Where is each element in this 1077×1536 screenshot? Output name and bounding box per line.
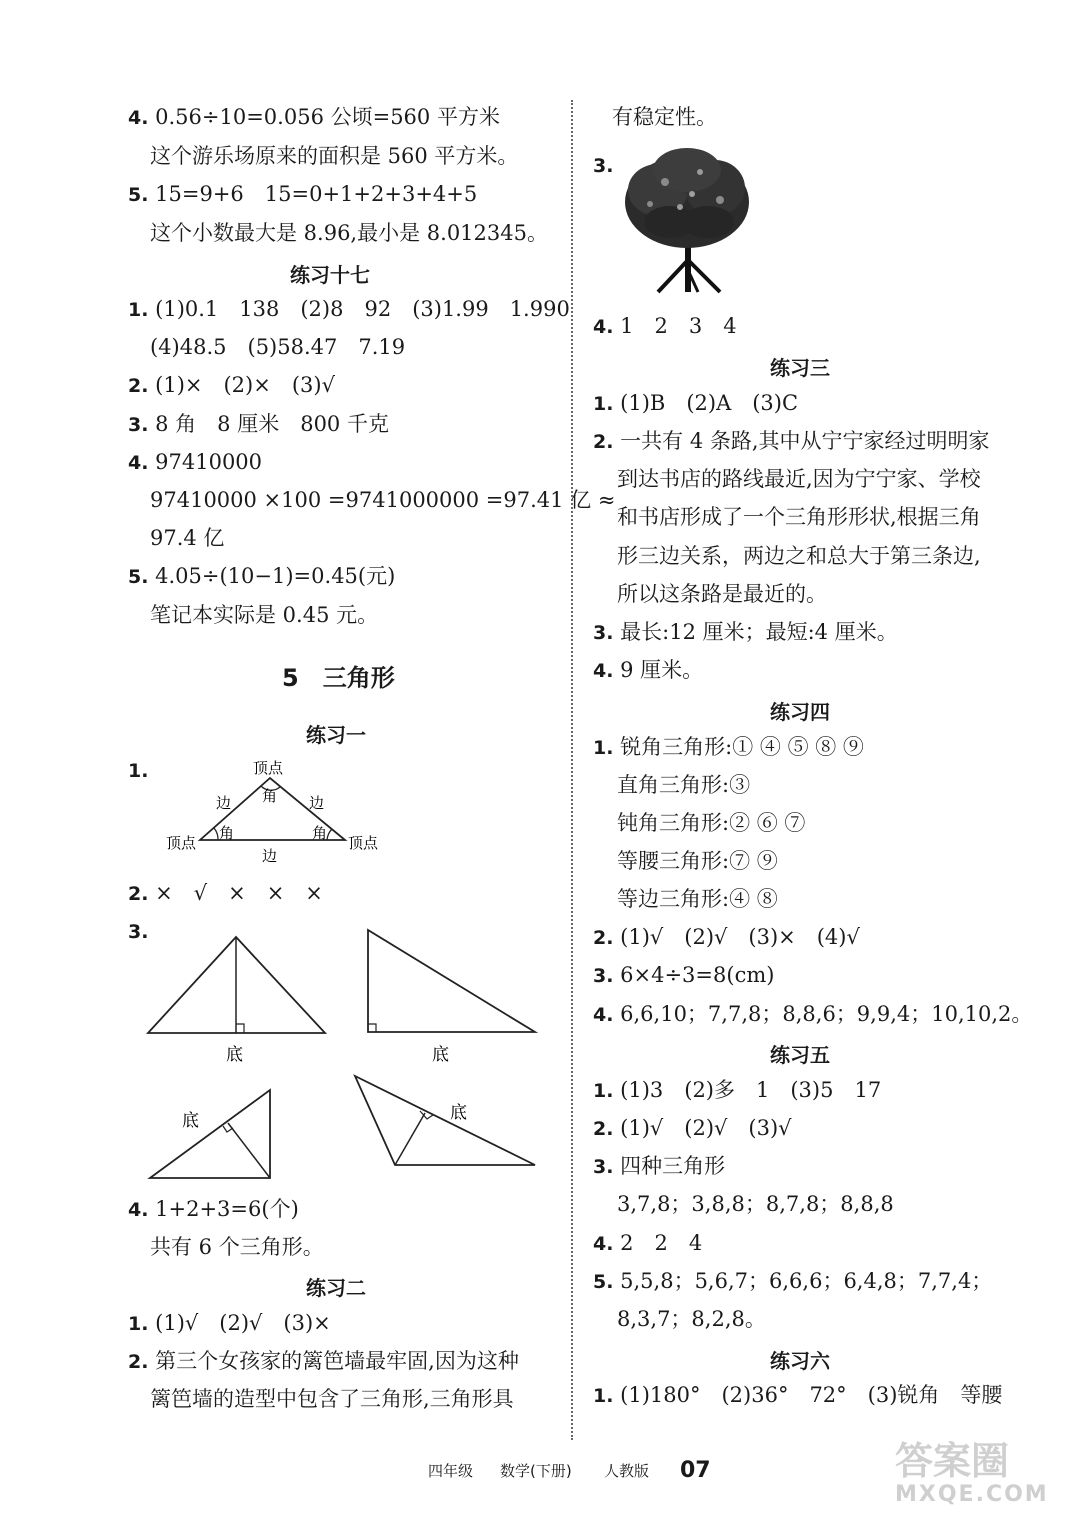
vertex-label: 顶点 bbox=[253, 759, 284, 777]
angle-label: 角 bbox=[219, 824, 235, 842]
section-title: 练习五 bbox=[770, 1043, 830, 1067]
text-line: 四种三角形 bbox=[620, 1154, 726, 1178]
side-label: 边 bbox=[262, 847, 278, 865]
text-line: 这个游乐场原来的面积是 560 平方米。 bbox=[150, 144, 519, 168]
text-line: 形三边关系，两边之和总大于第三条边, bbox=[617, 544, 981, 568]
text-line: 0.56÷10=0.056 公顷=560 平方米 bbox=[155, 105, 500, 129]
base-label: 底 bbox=[432, 1045, 449, 1065]
text-line: 97410000 bbox=[155, 450, 263, 474]
text-line: (1)3 (2)多 1 (3)5 17 bbox=[620, 1078, 882, 1102]
text-line: × √ × × × bbox=[155, 881, 323, 905]
text-line: 3,7,8；3,8,8；8,7,8；8,8,8 bbox=[617, 1192, 894, 1216]
section-title: 练习十七 bbox=[290, 263, 370, 287]
triangle-heights-diagram bbox=[130, 920, 550, 1190]
base-label: 底 bbox=[450, 1103, 467, 1123]
text-line: (1)√ (2)√ (3)× (4)√ bbox=[620, 925, 860, 949]
angle-label: 角 bbox=[262, 787, 278, 805]
text-line: 1+2+3=6(个) bbox=[155, 1197, 299, 1221]
section-title: 练习三 bbox=[770, 356, 830, 380]
footer-grade: 四年级 bbox=[428, 1462, 474, 1480]
text-line: 1 2 3 4 bbox=[620, 314, 737, 338]
text-line: 共有 6 个三角形。 bbox=[150, 1235, 324, 1259]
text-line: 15=9+6 15=0+1+2+3+4+5 bbox=[155, 182, 478, 206]
section-title: 练习四 bbox=[770, 700, 830, 724]
side-label: 边 bbox=[309, 794, 325, 812]
text-line: 97.4 亿 bbox=[150, 526, 225, 550]
text-line: 最长:12 厘米；最短:4 厘米。 bbox=[620, 620, 898, 644]
watermark-url: MXQE.COM bbox=[895, 1482, 1049, 1507]
text-line: (1)180° (2)36° 72° (3)锐角 等腰 bbox=[620, 1383, 1003, 1407]
section-title: 练习一 bbox=[306, 723, 366, 747]
text-line: 和书店形成了一个三角形形状,根据三角 bbox=[617, 505, 981, 529]
watermark-title: 答案圈 bbox=[895, 1439, 1010, 1483]
text-line: (1)× (2)× (3)√ bbox=[155, 373, 335, 397]
text-line: 锐角三角形:① ④ ⑤ ⑧ ⑨ bbox=[620, 735, 864, 759]
section-title: 练习六 bbox=[770, 1349, 830, 1373]
text-line: 笔记本实际是 0.45 元。 bbox=[150, 603, 379, 627]
text-line: 一共有 4 条路,其中从宁宁家经过明明家 bbox=[620, 429, 990, 453]
base-label: 底 bbox=[182, 1111, 199, 1131]
text-line: 所以这条路是最近的。 bbox=[617, 582, 827, 606]
footer-edition: 人教版 bbox=[604, 1462, 650, 1480]
text-line: 钝角三角形:② ⑥ ⑦ bbox=[617, 811, 806, 835]
footer-subject: 数学(下册) bbox=[500, 1462, 572, 1480]
text-line: 直角三角形:③ bbox=[617, 773, 751, 797]
text-line: 到达书店的路线最近,因为宁宁家、学校 bbox=[617, 467, 981, 491]
text-line: (1)0.1 138 (2)8 92 (3)1.99 1.990 bbox=[155, 297, 570, 321]
text-line: 8 角 8 厘米 800 千克 bbox=[155, 412, 389, 436]
text-line: 第三个女孩家的篱笆墙最牢固,因为这种 bbox=[155, 1349, 519, 1373]
triangle-parts-diagram bbox=[160, 755, 400, 865]
text-line: 6×4÷3=8(cm) bbox=[620, 963, 775, 987]
chapter-title: 5 三角形 bbox=[282, 664, 395, 692]
text-line: 4.05÷(10−1)=0.45(元) bbox=[155, 564, 396, 588]
page-number: 07 bbox=[680, 1458, 711, 1483]
text-line: (4)48.5 (5)58.47 7.19 bbox=[150, 335, 406, 359]
text-line: 等边三角形:④ ⑧ bbox=[617, 887, 778, 911]
text-line: 9 厘米。 bbox=[620, 658, 704, 682]
text-line: 97410000 ×100 =9741000000 =97.41 亿 ≈ bbox=[150, 488, 616, 512]
text-line: (1)B (2)A (3)C bbox=[620, 391, 799, 415]
watermark bbox=[895, 1440, 1049, 1508]
base-label: 底 bbox=[226, 1045, 243, 1065]
text-line: 2 2 4 bbox=[620, 1231, 703, 1255]
angle-label: 角 bbox=[312, 824, 328, 842]
tree-illustration bbox=[620, 142, 755, 297]
text-line: 6,6,10；7,7,8；8,8,6；9,9,4；10,10,2。 bbox=[620, 1002, 1033, 1026]
vertex-label: 顶点 bbox=[348, 834, 379, 852]
text-line: 等腰三角形:⑦ ⑨ bbox=[617, 849, 778, 873]
text-line: (1)√ (2)√ (3)× bbox=[155, 1311, 331, 1335]
text-line: 这个小数最大是 8.96,最小是 8.012345。 bbox=[150, 221, 548, 245]
text-line: 5,5,8；5,6,7；6,6,6；6,4,8；7,7,4； bbox=[620, 1269, 993, 1293]
text-line: 有稳定性。 bbox=[612, 105, 717, 129]
side-label: 边 bbox=[216, 794, 232, 812]
text-line: 篱笆墙的造型中包含了三角形,三角形具 bbox=[150, 1387, 514, 1411]
text-line: 8,3,7；8,2,8。 bbox=[617, 1307, 766, 1331]
section-title: 练习二 bbox=[306, 1276, 366, 1300]
vertex-label: 顶点 bbox=[166, 834, 197, 852]
text-line: (1)√ (2)√ (3)√ bbox=[620, 1116, 792, 1140]
column-divider bbox=[571, 100, 573, 1440]
